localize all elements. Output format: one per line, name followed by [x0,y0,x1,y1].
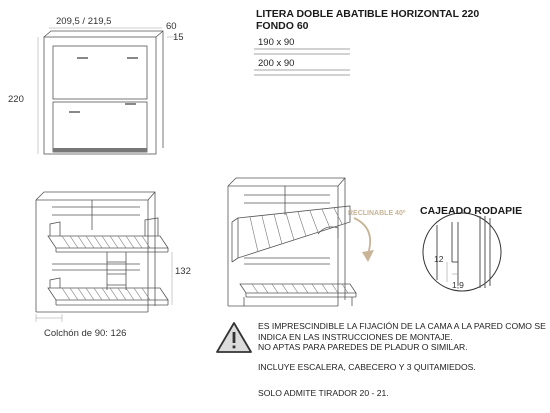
baseboard-title: CAJEADO RODAPIE [420,205,523,217]
spec-title-line2: FONDO 60 [256,20,309,32]
spec-title [256,8,479,32]
recline-arrow [354,218,370,254]
mattress-dimension: Colchón de 90: 126 [44,328,127,339]
top-dimension: 15 [173,32,184,43]
closed-cabinet-drawing [38,28,177,154]
spec-title-line1: LITERA DOBLE ABATIBLE HORIZONTAL 220 [256,8,480,20]
open-bunk-drawing [36,192,172,322]
depth-dimension: 60 [166,21,177,32]
reclining-bunk-drawing [228,178,356,306]
note-line-3: NO APTAS PARA PAREDES DE PLADUR O SIMILAR. [258,342,468,353]
baseboard-height: 12 [434,254,444,264]
width-dimension: 209,5 / 219,5 [56,16,112,27]
size-option-2: 200 x 90 [258,58,295,69]
warning-icon [217,323,251,352]
warning-notes [258,321,546,353]
height-dimension: 220 [8,94,24,105]
size-option-1: 190 x 90 [258,37,295,48]
lower-height-dimension: 132 [175,266,191,277]
note-line-1: ES IMPRESCINDIBLE LA FIJACIÓN DE LA CAMA A LA PARED COMO SE [258,321,546,331]
recline-label: RECLINABLE 40º [348,210,406,217]
handle-note: SOLO ADMITE TIRADOR 20 - 21. [258,388,389,398]
note-line-2: INDICA EN LAS INSTRUCCIONES DE MONTAJE. [258,331,453,342]
baseboard-width: 1,9 [452,280,464,290]
includes-note: INCLUYE ESCALERA, CABECERO Y 3 QUITAMIEDOS. [258,362,476,372]
recline-arrow-head [362,250,374,262]
